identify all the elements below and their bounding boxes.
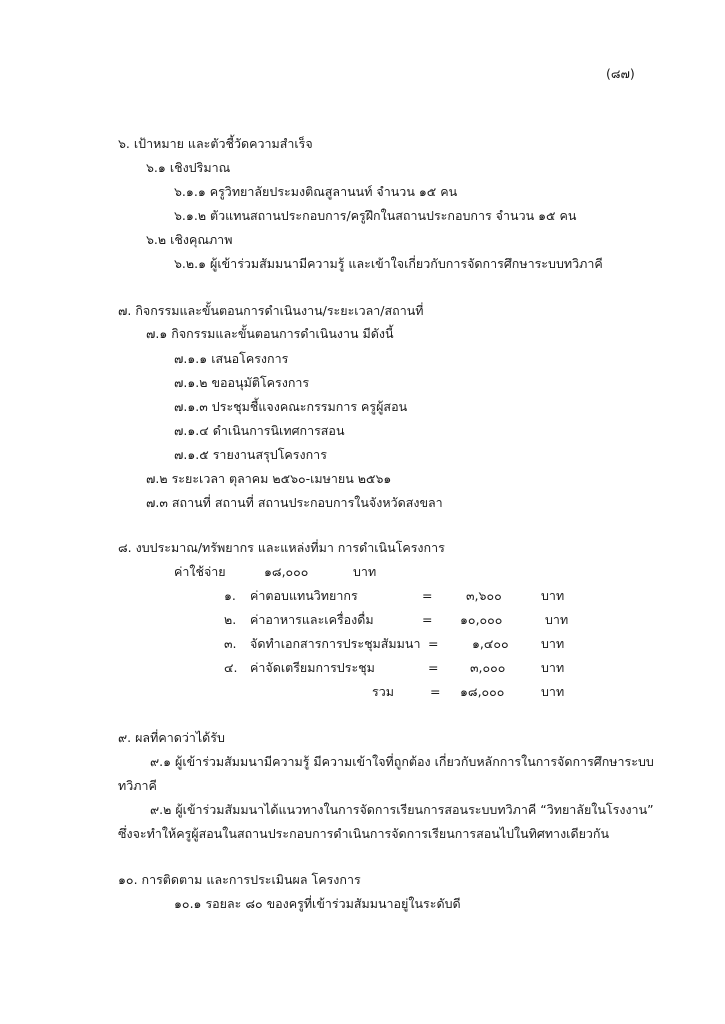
budget-item-unit: บาท xyxy=(545,612,569,627)
section-7-1-4: ๗.๑.๔ ดำเนินการนิเทศการสอน xyxy=(174,423,345,438)
budget-item-number: ๓. xyxy=(224,636,237,651)
budget-total-equals: = xyxy=(430,684,441,699)
budget-total-row xyxy=(0,684,725,700)
section-6-heading: ๖. เป้าหมาย และตัวชี้วัดความสำเร็จ xyxy=(118,136,313,151)
budget-item-amount: ๓,๖๐๐ xyxy=(466,588,502,603)
budget-item-row xyxy=(0,588,725,604)
budget-total-amount: ๑๘,๐๐๐ xyxy=(460,684,505,699)
section-7-3: ๗.๓ สถานที่ สถานที่ สถานประกอบการในจังหวัดสงขลา xyxy=(146,495,443,510)
budget-item-equals: = xyxy=(428,660,439,675)
section-7-2: ๗.๒ ระยะเวลา ตุลาคม ๒๕๖๐-เมษายน ๒๕๖๑ xyxy=(146,471,392,486)
section-6-1-1: ๖.๑.๑ ครูวิทยาลัยประมงติณสูลานนท์ จำนวน ๑๕ คน xyxy=(174,184,458,199)
section-10-heading: ๑๐. การติดตาม และการประเมินผล โครงการ xyxy=(118,872,361,887)
section-6-2: ๖.๒ เชิงคุณภาพ xyxy=(146,232,233,247)
section-7-1-2: ๗.๑.๒ ขออนุมัติโครงการ xyxy=(174,375,310,390)
section-6-2-1: ๖.๒.๑ ผู้เข้าร่วมสัมมนามีความรู้ และเข้าใจเกี่ยวกับการจัดการศึกษาระบบทวิภาคี xyxy=(174,256,603,271)
section-9-1-line-2: ทวิภาคี xyxy=(118,778,157,793)
budget-item-amount: ๑,๔๐๐ xyxy=(472,636,509,651)
section-9-2-line-2: ซึ่งจะทำให้ครูผู้สอนในสถานประกอบการดำเนินการจัดการเรียนการสอนไปในทิศทางเดียวกัน xyxy=(118,826,610,841)
budget-item-number: ๒. xyxy=(224,612,237,627)
section-8-heading: ๘. งบประมาณ/ทรัพยากร และแหล่งที่มา การดำเนินโครงการ xyxy=(118,540,445,555)
budget-total-unit: บาท xyxy=(541,684,565,699)
section-7-heading: ๗. กิจกรรมและขั้นตอนการดำเนินงาน/ระยะเวลา/สถานที่ xyxy=(118,303,424,318)
budget-item-row xyxy=(0,612,725,628)
budget-item-equals: = xyxy=(422,612,433,627)
budget-item-unit: บาท xyxy=(541,636,565,651)
section-9-1-line-1: ๙.๑ ผู้เข้าร่วมสัมมนามีความรู้ มีความเข้าใจที่ถูกต้อง เกี่ยวกับหลักการในการจัดการศึกษาระบบ xyxy=(150,754,654,769)
section-9-2-line-1: ๙.๒ ผู้เข้าร่วมสัมมนาได้แนวทางในการจัดการเรียนการสอนระบบทวิภาคี “วิทยาลัยในโรงงาน” xyxy=(150,802,654,817)
budget-item-row xyxy=(0,636,725,652)
expense-unit: บาท xyxy=(353,564,377,579)
budget-total-label: รวม xyxy=(372,684,394,699)
budget-item-equals: = xyxy=(428,636,439,651)
budget-item-label: จัดทำเอกสารการประชุมสัมมนา xyxy=(250,636,421,651)
section-7-1-5: ๗.๑.๕ รายงานสรุปโครงการ xyxy=(174,447,327,462)
page-number: (๘๗) xyxy=(606,66,635,81)
section-7-1-1: ๗.๑.๑ เสนอโครงการ xyxy=(174,351,289,366)
expense-total: ๑๘,๐๐๐ xyxy=(264,564,309,579)
section-7-1-3: ๗.๑.๓ ประชุมชี้แจงคณะกรรมการ ครูผู้สอน xyxy=(174,399,408,414)
section-7-1: ๗.๑ กิจกรรมและขั้นตอนการดำเนินงาน มีดังนี้ xyxy=(146,326,394,341)
budget-item-label: ค่าอาหารและเครื่องดื่ม xyxy=(250,612,374,627)
expense-label: ค่าใช้จ่าย xyxy=(174,564,226,579)
budget-item-amount: ๓,๐๐๐ xyxy=(470,660,506,675)
budget-item-row xyxy=(0,660,725,676)
section-6-1: ๖.๑ เชิงปริมาณ xyxy=(146,160,231,175)
budget-item-unit: บาท xyxy=(541,588,565,603)
budget-item-label: ค่าตอบแทนวิทยากร xyxy=(250,588,358,603)
budget-item-number: ๔. xyxy=(224,660,238,675)
section-10-1: ๑๐.๑ รอยละ ๘๐ ของครูที่เข้าร่วมสัมมนาอยู่ในระดับดี xyxy=(174,896,461,911)
budget-item-amount: ๑๐,๐๐๐ xyxy=(460,612,503,627)
section-9-heading: ๙. ผลที่คาดว่าได้รับ xyxy=(118,730,225,745)
expense-summary-row xyxy=(0,564,725,580)
section-6-1-2: ๖.๑.๒ ตัวแทนสถานประกอบการ/ครูฝึกในสถานประกอบการ จำนวน ๑๕ คน xyxy=(174,208,577,223)
budget-item-unit: บาท xyxy=(541,660,565,675)
budget-item-label: ค่าจัดเตรียมการประชุม xyxy=(250,660,375,675)
budget-item-equals: = xyxy=(422,588,433,603)
budget-item-number: ๑. xyxy=(224,588,236,603)
